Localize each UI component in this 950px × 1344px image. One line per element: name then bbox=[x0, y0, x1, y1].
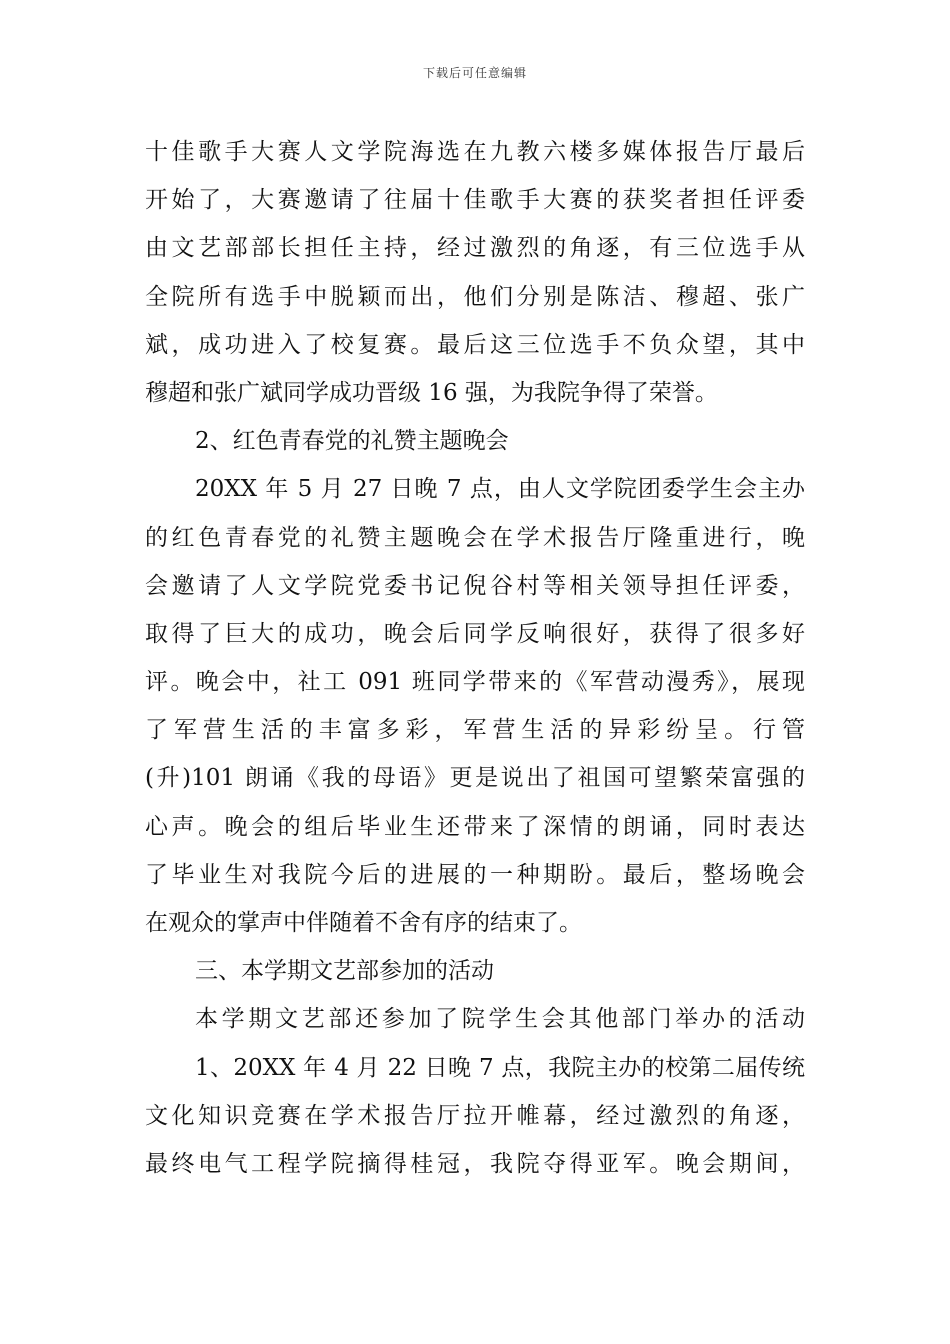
body-line: 20XX 年 5 月 27 日晚 7 点，由人文学院团委学生会主办 bbox=[195, 476, 805, 503]
body-line: (升)101 朗诵《我的母语》更是说出了祖国可望繁荣富强的 bbox=[145, 765, 805, 792]
body-line: 十佳歌手大赛人文学院海选在九教六楼多媒体报告厅最后 bbox=[145, 139, 805, 165]
body-line: 了毕业生对我院今后的进展的一种期盼。最后，整场晚会 bbox=[145, 861, 805, 888]
body-line: 评。晚会中，社工 091 班同学带来的《军营动漫秀》，展现 bbox=[145, 669, 805, 696]
body-line: 文化知识竞赛在学术报告厅拉开帷幕，经过激烈的角逐， bbox=[145, 1102, 805, 1129]
body-line: 全院所有选手中脱颖而出，他们分别是陈洁、穆超、张广 bbox=[145, 283, 805, 310]
body-line: 2、红色青春党的礼赞主题晚会 bbox=[195, 428, 509, 455]
body-line: 了军营生活的丰富多彩，军营生活的异彩纷呈。行管 bbox=[145, 717, 805, 744]
body-line: 三、本学期文艺部参加的活动 bbox=[195, 958, 494, 985]
body-line: 穆超和张广斌同学成功晋级 16 强，为我院争得了荣誉。 bbox=[145, 379, 718, 406]
body-line: 心声。晚会的组后毕业生还带来了深情的朗诵，同时表达 bbox=[145, 813, 805, 840]
page-header: 下载后可任意编辑 bbox=[422, 66, 527, 80]
body-line: 本学期文艺部还参加了院学生会其他部门举办的活动 bbox=[195, 1006, 805, 1033]
body-line: 由文艺部部长担任主持，经过激烈的角逐，有三位选手从 bbox=[145, 235, 805, 262]
body-line: 斌，成功进入了校复赛。最后这三位选手不负众望，其中 bbox=[145, 331, 805, 358]
body-line: 的红色青春党的礼赞主题晚会在学术报告厅隆重进行，晚 bbox=[145, 524, 805, 551]
body-line: 取得了巨大的成功，晚会后同学反响很好，获得了很多好 bbox=[145, 620, 805, 647]
document-body bbox=[145, 128, 805, 1188]
body-line: 1、20XX 年 4 月 22 日晚 7 点，我院主办的校第二届传统 bbox=[195, 1054, 805, 1081]
body-line: 会邀请了人文学院党委书记倪谷村等相关领导担任评委， bbox=[145, 572, 805, 599]
body-line: 开始了，大赛邀请了往届十佳歌手大赛的获奖者担任评委 bbox=[145, 187, 805, 214]
body-line: 在观众的掌声中伴随着不舍有序的结束了。 bbox=[145, 910, 582, 936]
body-line: 最终电气工程学院摘得桂冠，我院夺得亚军。晚会期间， bbox=[145, 1150, 805, 1177]
